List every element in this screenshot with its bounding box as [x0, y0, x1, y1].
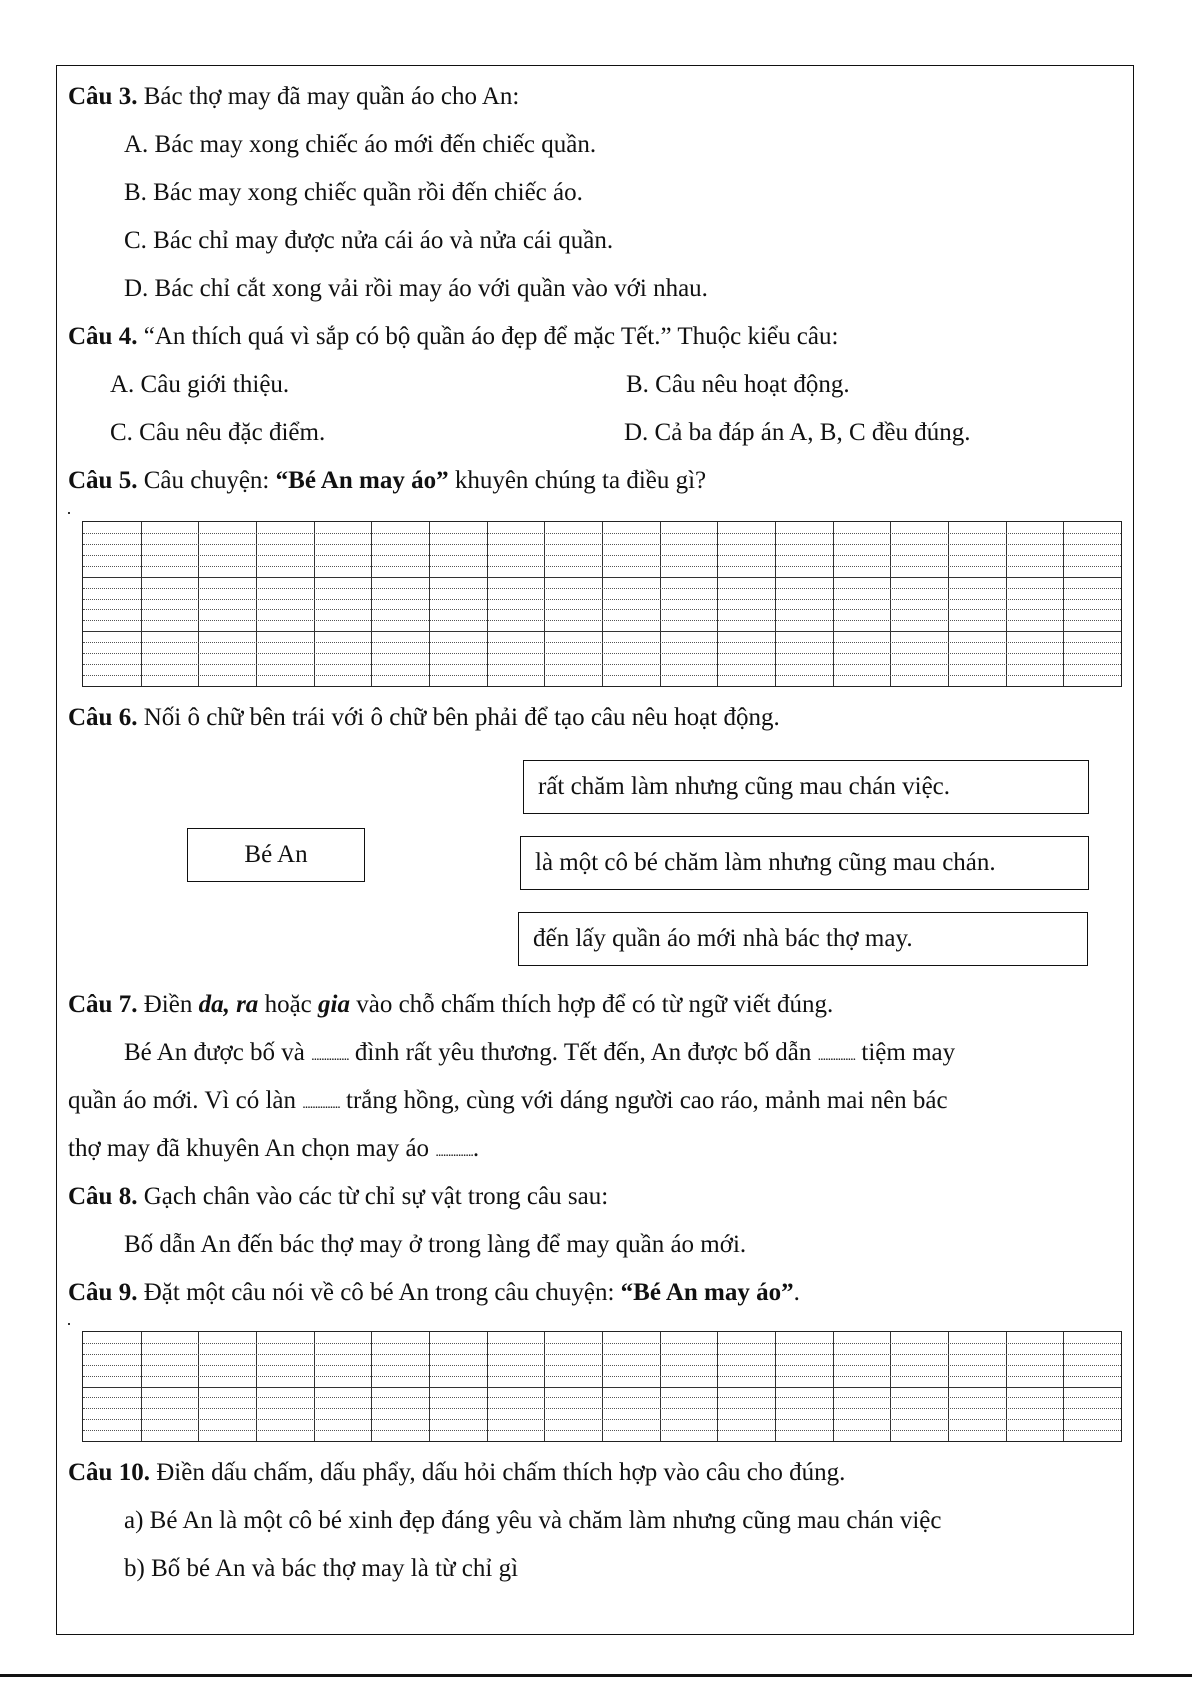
- grid-column-line: [1006, 522, 1007, 686]
- grid-column-line: [660, 522, 661, 686]
- question-7: [68, 990, 833, 1020]
- grid-column-line: [948, 522, 949, 686]
- question-3: [68, 82, 519, 112]
- question-text: khuyên chúng ta điều gì?: [448, 467, 707, 494]
- question-10: [68, 1458, 845, 1488]
- story-title: “Bé An may áo”: [620, 1279, 794, 1306]
- paragraph-text: tiệm may: [855, 1039, 956, 1066]
- grid-column-line: [890, 522, 891, 686]
- question-6: [68, 703, 780, 733]
- option-c: C. Bác chỉ may được nửa cái áo và nửa cái quần.: [124, 227, 614, 254]
- grid-guide-line: [83, 1343, 1121, 1344]
- dot-mark: [68, 1323, 70, 1325]
- question-label: Câu 7.: [68, 991, 138, 1018]
- grid-guide-line: [83, 675, 1121, 676]
- right-phrase-text: rất chăm làm nhưng cũng mau chán việc.: [538, 773, 951, 800]
- dot-mark: [68, 512, 70, 514]
- question-text: hoặc: [258, 991, 319, 1018]
- grid-column-line: [1063, 522, 1064, 686]
- emphasis-text: da, ra: [198, 991, 259, 1018]
- grid-guide-line: [83, 566, 1121, 567]
- question-label: Câu 4.: [68, 323, 138, 350]
- right-phrase-box-2[interactable]: [520, 836, 1089, 890]
- sentence-to-underline[interactable]: Bố dẫn An đến bác thợ may ở trong làng để may quần áo mới.: [124, 1231, 747, 1258]
- question-text: Câu chuyện:: [137, 467, 276, 494]
- grid-guide-line: [83, 1354, 1121, 1355]
- sentence-b[interactable]: b) Bố bé An và bác thợ may là từ chỉ gì: [124, 1555, 519, 1582]
- question-text: Gạch chân vào các từ chỉ sự vật trong câu sau:: [137, 1183, 609, 1210]
- left-word-text: Bé An: [244, 841, 308, 868]
- option-c: C. Câu nêu đặc điểm.: [110, 419, 326, 446]
- grid-guide-line: [83, 653, 1121, 654]
- grid-guide-line: [83, 664, 1121, 665]
- grid-guide-line: [83, 642, 1121, 643]
- right-phrase-box-3[interactable]: [518, 912, 1088, 966]
- question-text: .: [793, 1279, 800, 1306]
- fill-blank[interactable]: ...............: [817, 1049, 856, 1064]
- grid-column-line: [487, 522, 488, 686]
- grid-guide-line: [83, 1397, 1121, 1398]
- grid-guide-line: [83, 1365, 1121, 1366]
- grid-row-line: [83, 577, 1121, 578]
- question-text: Nối ô chữ bên trái với ô chữ bên phải để tạo câu nêu hoạt động.: [137, 704, 780, 731]
- fill-blank[interactable]: ...............: [302, 1097, 340, 1112]
- question-5: [68, 466, 706, 496]
- grid-column-line: [717, 522, 718, 686]
- grid-guide-line: [83, 1430, 1121, 1431]
- writing-grid[interactable]: [82, 521, 1122, 687]
- grid-column-line: [429, 522, 430, 686]
- grid-column-line: [544, 522, 545, 686]
- grid-row-line: [83, 631, 1121, 632]
- option-b: B. Câu nêu hoạt động.: [626, 371, 850, 398]
- right-phrase-text: là một cô bé chăm làm nhưng cũng mau chán.: [535, 849, 996, 876]
- paragraph-line: [68, 1134, 479, 1168]
- grid-guide-line: [83, 1376, 1121, 1377]
- emphasis-text: gia: [318, 991, 350, 1018]
- grid-column-line: [833, 522, 834, 686]
- paragraph-text: Bé An được bố và: [124, 1039, 312, 1066]
- paragraph-text: đình rất yêu thương. Tết đến, An được bố dẫn: [348, 1039, 818, 1066]
- question-4: [68, 322, 838, 352]
- question-text: “An thích quá vì sắp có bộ quần áo đẹp để mặc Tết.” Thuộc kiểu câu:: [137, 323, 839, 350]
- paragraph-text: trắng hồng, cùng với dáng người cao ráo, mảnh mai nên bác: [339, 1087, 948, 1114]
- question-text: vào chỗ chấm thích hợp để có từ ngữ viết đúng.: [349, 991, 834, 1018]
- question-label: Câu 5.: [68, 467, 138, 494]
- paragraph-line: [124, 1038, 955, 1072]
- option-d: D. Cả ba đáp án A, B, C đều đúng.: [624, 419, 971, 446]
- fill-blank[interactable]: ...............: [311, 1049, 349, 1064]
- grid-guide-line: [83, 555, 1121, 556]
- grid-guide-line: [83, 609, 1121, 610]
- question-label: Câu 9.: [68, 1279, 138, 1306]
- option-a: A. Câu giới thiệu.: [110, 371, 290, 398]
- grid-guide-line: [83, 544, 1121, 545]
- right-phrase-text: đến lấy quần áo mới nhà bác thợ may.: [533, 925, 913, 952]
- paragraph-text: thợ may đã khuyên An chọn may áo: [68, 1135, 436, 1162]
- grid-column-line: [775, 522, 776, 686]
- question-text: Đặt một câu nói về cô bé An trong câu chuyện:: [137, 1279, 621, 1306]
- question-8: [68, 1182, 608, 1212]
- writing-grid[interactable]: [82, 1331, 1122, 1442]
- left-word-box[interactable]: [187, 828, 365, 882]
- grid-column-line: [198, 522, 199, 686]
- grid-row-line: [83, 1387, 1121, 1388]
- question-text: Điền dấu chấm, dấu phẩy, dấu hỏi chấm thích hợp vào câu cho đúng.: [149, 1459, 846, 1486]
- option-b: B. Bác may xong chiếc quần rồi đến chiếc áo.: [124, 179, 583, 206]
- question-9: [68, 1278, 800, 1308]
- right-phrase-box-1[interactable]: [523, 760, 1089, 814]
- grid-guide-line: [83, 588, 1121, 589]
- grid-column-line: [256, 522, 257, 686]
- paragraph-text: .: [472, 1135, 480, 1162]
- paragraph-line: [68, 1086, 948, 1120]
- grid-column-line: [141, 522, 142, 686]
- fill-blank[interactable]: ...............: [435, 1145, 473, 1160]
- option-a: A. Bác may xong chiếc áo mới đến chiếc quần.: [124, 131, 597, 158]
- paragraph-text: quần áo mới. Vì có làn: [68, 1087, 303, 1114]
- question-text: Bác thợ may đã may quần áo cho An:: [137, 83, 520, 110]
- grid-guide-line: [83, 1419, 1121, 1420]
- story-title: “Bé An may áo”: [275, 467, 449, 494]
- grid-guide-line: [83, 620, 1121, 621]
- grid-guide-line: [83, 533, 1121, 534]
- option-d: D. Bác chỉ cắt xong vải rồi may áo với quần vào với nhau.: [124, 275, 708, 302]
- grid-guide-line: [83, 599, 1121, 600]
- grid-guide-line: [83, 1408, 1121, 1409]
- question-text: Điền: [137, 991, 199, 1018]
- question-label: Câu 10.: [68, 1459, 150, 1486]
- grid-column-line: [314, 522, 315, 686]
- sentence-a[interactable]: a) Bé An là một cô bé xinh đẹp đáng yêu và chăm làm nhưng cũng mau chán việc: [124, 1507, 942, 1534]
- question-label: Câu 3.: [68, 83, 138, 110]
- question-label: Câu 6.: [68, 704, 138, 731]
- page-bottom-rule: [0, 1674, 1192, 1677]
- grid-column-line: [371, 522, 372, 686]
- question-label: Câu 8.: [68, 1183, 138, 1210]
- grid-column-line: [602, 522, 603, 686]
